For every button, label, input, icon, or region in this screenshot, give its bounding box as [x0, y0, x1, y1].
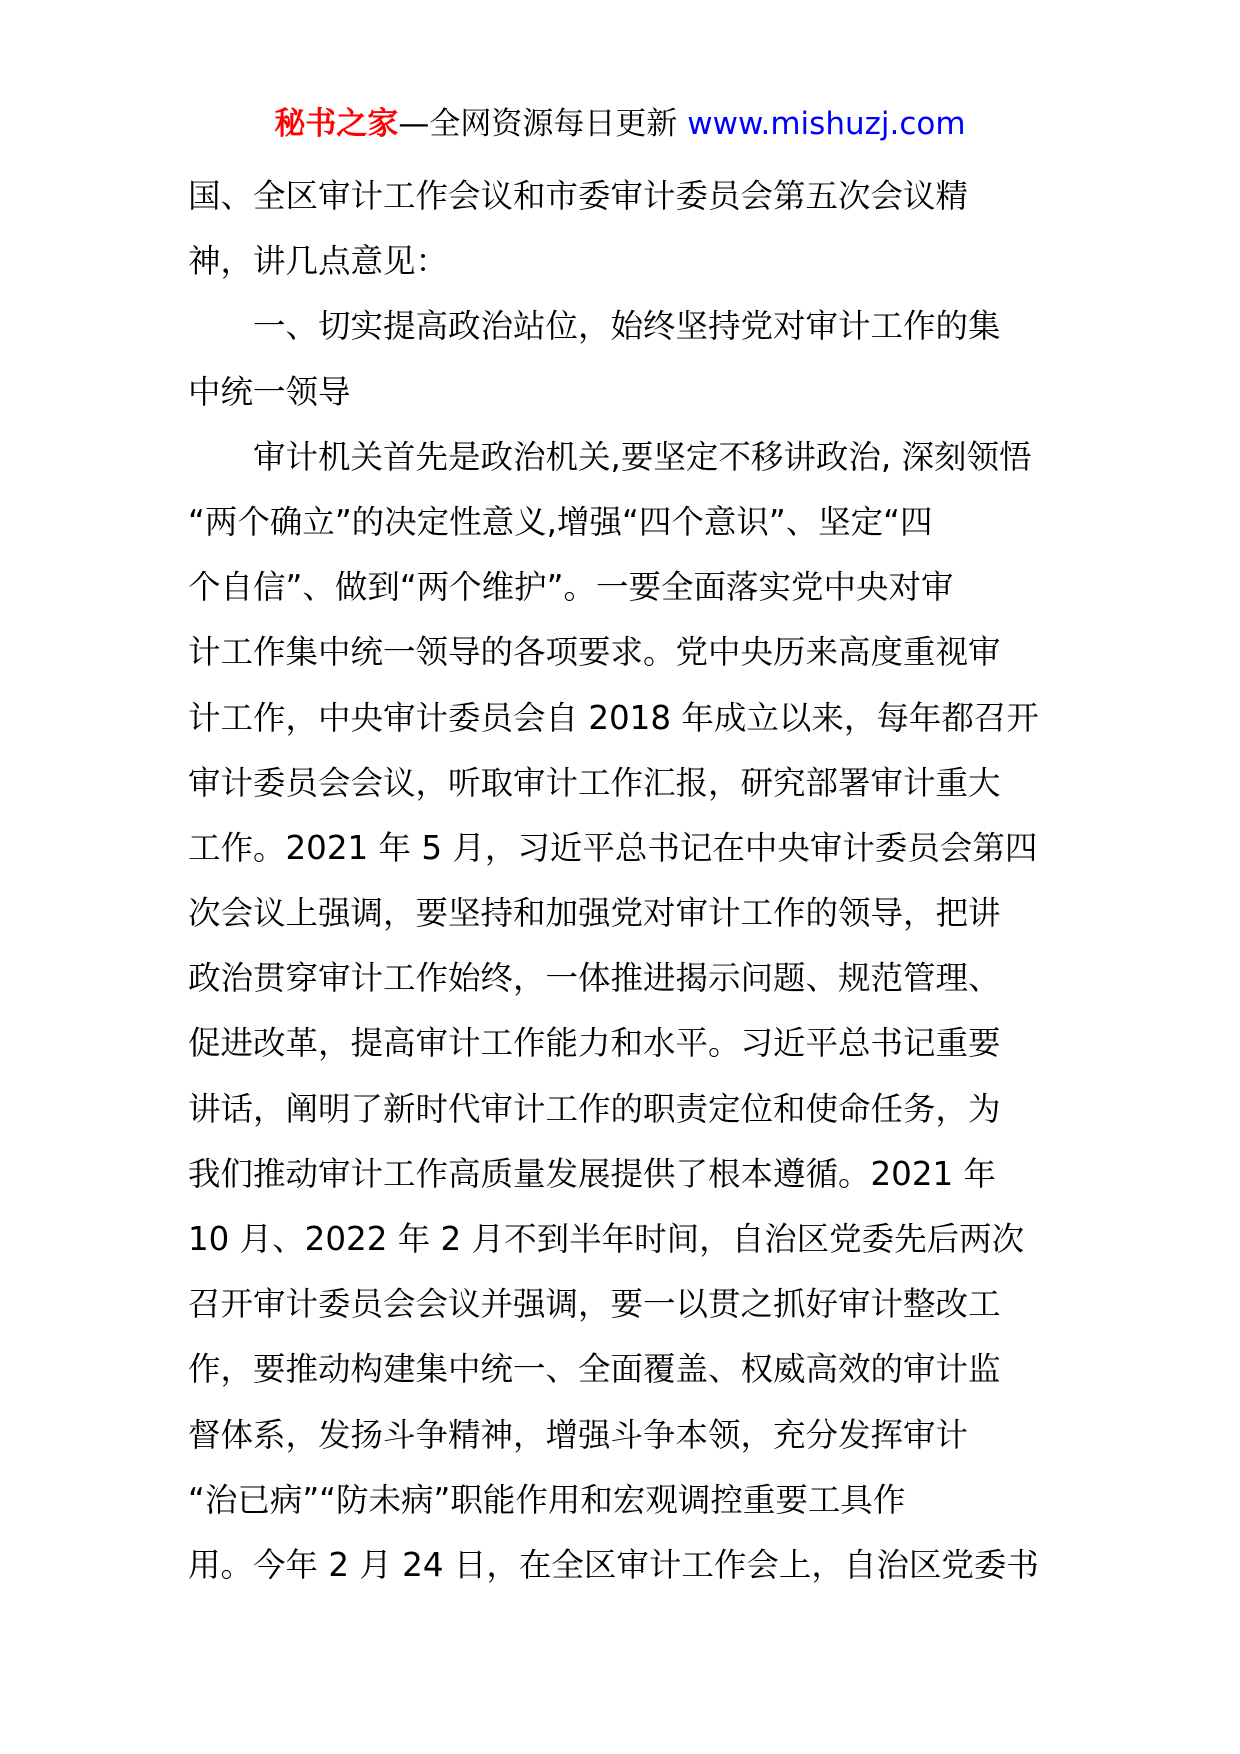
text-line: 促进改革，提高审计工作能力和水平。习近平总书记重要 — [188, 1024, 1001, 1063]
text-line: 我们推动审计工作高质量发展提供了根本遵循。2021 年 — [188, 1154, 997, 1193]
text-line: “治已病”“防未病”职能作用和宏观调控重要工具作 — [188, 1480, 906, 1519]
text-line: 讲话，阐明了新时代审计工作的职责定位和使命任务，为 — [188, 1089, 1001, 1128]
text-line: “两个确立”的决定性意义,增强“四个意识”、坚定“四 — [188, 502, 933, 541]
section-heading: 中统一领导 — [188, 372, 351, 411]
header-slogan: —全网资源每日更新 — [398, 106, 688, 142]
text-line: 计工作，中央审计委员会自 2018 年成立以来，每年都召开 — [188, 698, 1039, 737]
text-line: 神，讲几点意见： — [188, 242, 449, 281]
text-line: 审计委员会会议，听取审计工作汇报，研究部署审计重大 — [188, 763, 1001, 802]
body-text — [188, 164, 1056, 1598]
text-line: 审计机关首先是政治机关,要坚定不移讲政治, 深刻领悟 — [188, 437, 1032, 476]
text-line: 个自信”、做到“两个维护”。一要全面落实党中央对审 — [188, 568, 954, 607]
text-line: 督体系，发扬斗争精神，增强斗争本领，充分发挥审计 — [188, 1415, 969, 1454]
page-header — [0, 100, 1240, 148]
section-heading: 一、切实提高政治站位，始终坚持党对审计工作的集 — [188, 307, 1001, 346]
site-url-link[interactable]: www.mishuzj.com — [687, 106, 966, 142]
text-line: 召开审计委员会会议并强调，要一以贯之抓好审计整改工 — [188, 1285, 1001, 1324]
text-line: 国、全区审计工作会议和市委审计委员会第五次会议精 — [188, 177, 969, 215]
text-line: 次会议上强调，要坚持和加强党对审计工作的领导，把讲 — [188, 894, 1001, 933]
text-line: 政治贯穿审计工作始终，一体推进揭示问题、规范管理、 — [188, 959, 1001, 998]
text-line: 工作。2021 年 5 月，习近平总书记在中央审计委员会第四 — [188, 828, 1038, 867]
text-line: 作，要推动构建集中统一、全面覆盖、权威高效的审计监 — [188, 1350, 1001, 1389]
text-line: 计工作集中统一领导的各项要求。党中央历来高度重视审 — [188, 633, 1001, 672]
brand-name: 秘书之家 — [274, 106, 399, 142]
text-line: 用。今年 2 月 24 日，在全区审计工作会上，自治区党委书 — [188, 1545, 1039, 1584]
text-line: 10 月、2022 年 2 月不到半年时间，自治区党委先后两次 — [188, 1220, 1025, 1258]
